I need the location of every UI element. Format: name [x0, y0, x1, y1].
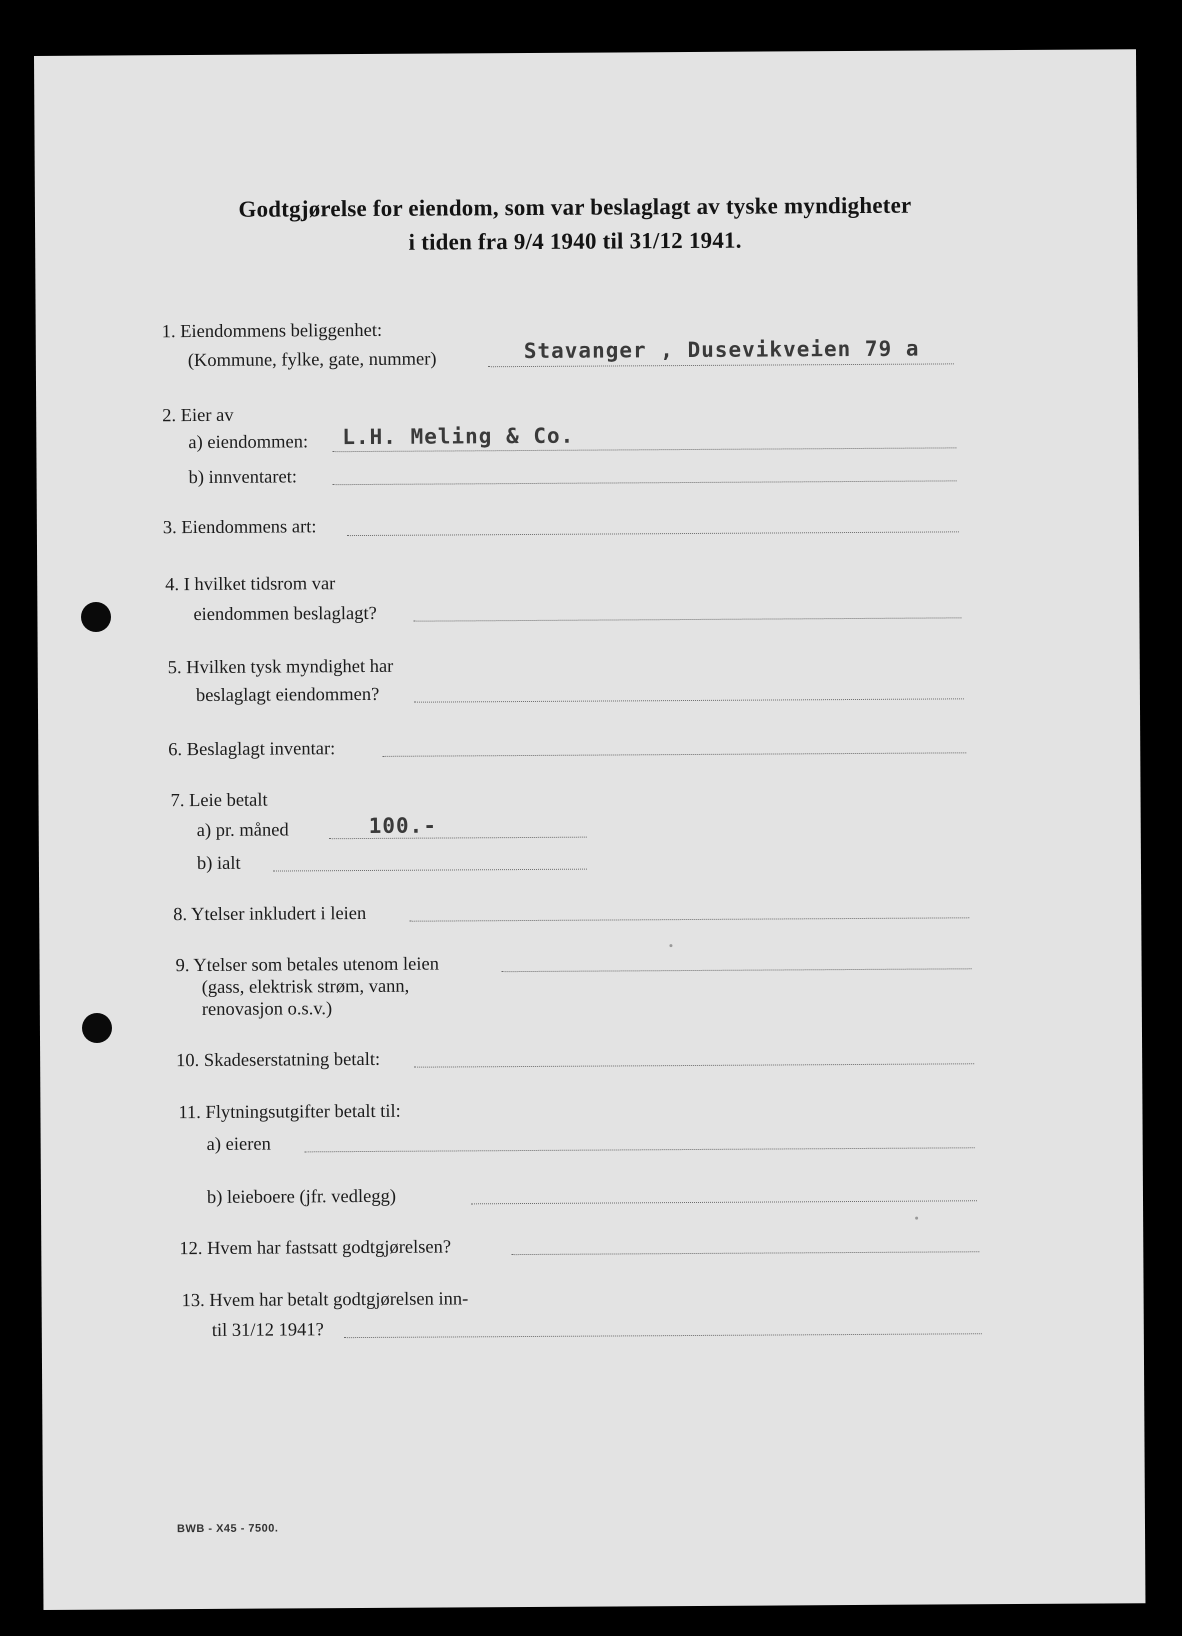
- form-title-line2: i tiden fra 9/4 1940 til 31/12 1941.: [408, 227, 742, 255]
- q2b-label: b) innventaret:: [188, 467, 298, 489]
- q11b-label: b) leieboere (jfr. vedlegg): [206, 1186, 397, 1208]
- q13-label-cont: til 31/12 1941?: [211, 1320, 324, 1341]
- q11-label: 11. Flytningsutgifter betalt til:: [178, 1101, 401, 1124]
- paper-speck: [669, 944, 672, 947]
- q9-hint-line1: (gass, elektrisk strøm, vann,: [201, 976, 410, 998]
- q5-label: 5. Hvilken tysk myndighet har: [167, 656, 394, 679]
- q13-answer-line[interactable]: [344, 1333, 982, 1338]
- q2a-label: a) eiendommen:: [188, 432, 309, 454]
- paper-speck: [915, 1217, 918, 1220]
- q9-hint-line2: renovasjon o.s.v.): [201, 999, 333, 1020]
- q4-answer-line[interactable]: [413, 617, 961, 621]
- q12-answer-line[interactable]: [511, 1251, 979, 1255]
- q7b-answer-line[interactable]: [273, 869, 587, 872]
- q9-answer-line[interactable]: [502, 968, 972, 972]
- q7-label: 7. Leie betalt: [170, 790, 268, 812]
- q2-label: 2. Eier av: [162, 405, 234, 427]
- q4-label: 4. I hvilket tidsrom var: [165, 574, 336, 596]
- form-page: [34, 49, 1145, 1610]
- q7b-label: b) ialt: [196, 853, 241, 875]
- form-title: [35, 187, 1115, 262]
- q8-answer-line[interactable]: [409, 917, 969, 921]
- q11b-answer-line[interactable]: [471, 1200, 977, 1204]
- q3-label: 3. Eiendommens art:: [162, 517, 317, 539]
- q9-label: 9. Ytelser som betales utenom leien: [175, 954, 440, 977]
- form-title-line1: Godtgjørelse for eiendom, som var beslaglagt av tyske myndigheter: [238, 192, 912, 222]
- q10-label: 10. Skadeserstatning betalt:: [176, 1049, 381, 1072]
- printer-mark: BWB - X45 - 7500.: [176, 1522, 279, 1536]
- punch-hole-lower: [82, 1013, 112, 1043]
- q7a-answer-typed: 100.-: [368, 813, 438, 838]
- q1-hint: (Kommune, fylke, gate, nummer): [187, 349, 437, 372]
- q1-answer-line[interactable]: [488, 363, 954, 367]
- q8-label: 8. Ytelser inkludert i leien: [173, 903, 367, 926]
- q6-label: 6. Beslaglagt inventar:: [168, 739, 336, 761]
- q7a-label: a) pr. måned: [196, 820, 289, 842]
- q2a-answer-typed: L.H. Meling & Co.: [342, 423, 575, 450]
- q5-answer-line[interactable]: [414, 698, 964, 702]
- q12-label: 12. Hvem har fastsatt godtgjørelsen?: [179, 1237, 452, 1260]
- q2b-answer-line[interactable]: [333, 480, 957, 485]
- q4-label-cont: eiendommen beslaglagt?: [193, 603, 377, 626]
- punch-hole-upper: [81, 602, 111, 632]
- q10-answer-line[interactable]: [414, 1063, 974, 1067]
- q11a-answer-line[interactable]: [305, 1147, 975, 1152]
- q13-label: 13. Hvem har betalt godtgjørelsen inn-: [181, 1289, 469, 1312]
- q3-answer-line[interactable]: [347, 531, 959, 536]
- q5-label-cont: beslaglagt eiendommen?: [195, 684, 380, 707]
- q1-answer-typed: Stavanger , Dusevikveien 79 a: [523, 336, 920, 364]
- q11a-label: a) eieren: [206, 1134, 271, 1155]
- q6-answer-line[interactable]: [382, 752, 966, 757]
- q1-label: 1. Eiendommens beliggenhet:: [161, 320, 383, 343]
- q7a-answer-line[interactable]: [329, 837, 587, 840]
